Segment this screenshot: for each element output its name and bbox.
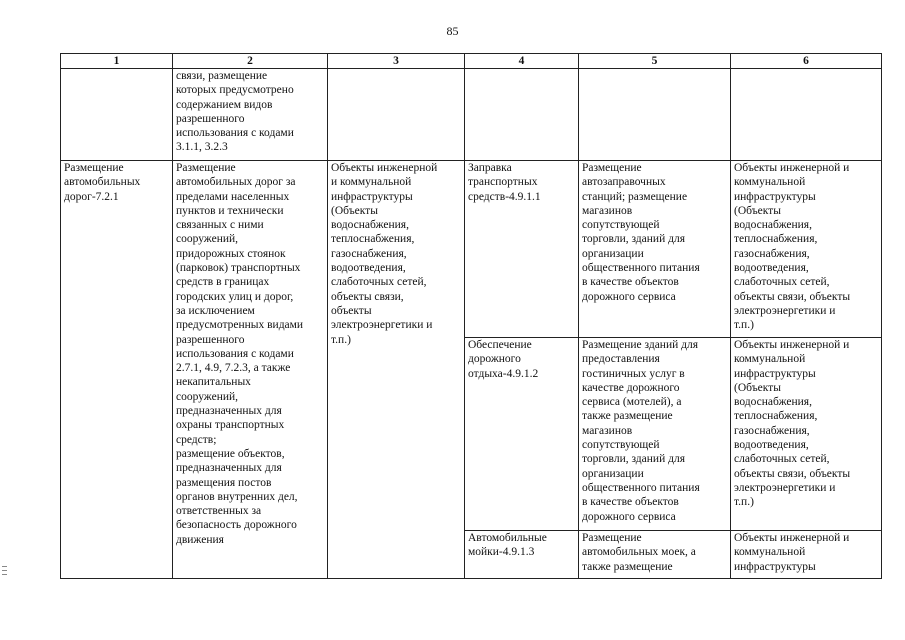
- cell-sub-auxiliary-objects: Объекты инженерной и коммунальной инфраструктуры (Объекты водоснабжения, теплоснабжения, газоснабжения, водоотведения, слаботочных сетей, объекты связи, объекты электроэнергетики и т.п.): [731, 338, 882, 531]
- cell-continuation-col4: [465, 69, 579, 161]
- cell-sub-use-type: Заправка транспортных средств-4.9.1.1: [465, 161, 579, 338]
- table-row: [61, 161, 882, 338]
- cell-sub-use-description: Размещение зданий для предоставления гостиничных услуг в качестве дорожного сервиса (мотелей), а также размещение магазинов сопутствующей торговли, зданий для организации общественного питания в качестве объектов дорожного сервиса: [579, 338, 731, 531]
- cell-sub-use-type: Обеспечение дорожного отдыха-4.9.1.2: [465, 338, 579, 531]
- cell-sub-use-type: Автомобильные мойки-4.9.1.3: [465, 531, 579, 579]
- header-col-3: 3: [328, 54, 465, 69]
- cell-continuation-col2: связи, размещение которых предусмотрено содержанием видов разрешенного использования с кодами 3.1.1, 3.2.3: [173, 69, 328, 161]
- header-col-6: 6: [731, 54, 882, 69]
- cell-main-auxiliary-objects: Объекты инженерной и коммунальной инфраструктуры (Объекты водоснабжения, теплоснабжения, газоснабжения, водоотведения, слаботочных сетей, объекты связи, объекты электроэнергетики и т.п.): [328, 161, 465, 579]
- cell-continuation-col5: [579, 69, 731, 161]
- table-header-row: [61, 54, 882, 69]
- cell-sub-use-description: Размещение автозаправочных станций; размещение магазинов сопутствующей торговли, зданий для организации общественного питания в качестве объектов дорожного сервиса: [579, 161, 731, 338]
- header-col-4: 4: [465, 54, 579, 69]
- header-col-1: 1: [61, 54, 173, 69]
- cell-continuation-col1: [61, 69, 173, 161]
- header-col-2: 2: [173, 54, 328, 69]
- cell-main-use-description: Размещение автомобильных дорог за пределами населенных пунктов и технически связанных с ними сооружений, придорожных стоянок (парковок) транспортных средств в границах городских улиц и дорог, за исключением предусмотренных видами разрешенного использования с кодами 2.7.1, 4.9, 7.2.3, а также некапитальных сооружений, предназначенных для охраны транспортных средств; размещение объектов, предназначенных для размещения постов органов внутренних дел, ответственных за безопасность дорожного движения: [173, 161, 328, 579]
- scan-artifact-marks: [2, 566, 8, 578]
- land-use-table: [60, 53, 882, 579]
- page-number: 85: [446, 24, 459, 38]
- cell-main-use-type: Размещение автомобильных дорог-7.2.1: [61, 161, 173, 579]
- header-col-5: 5: [579, 54, 731, 69]
- cell-continuation-col3: [328, 69, 465, 161]
- cell-continuation-col6: [731, 69, 882, 161]
- cell-sub-auxiliary-objects: Объекты инженерной и коммунальной инфраструктуры (Объекты водоснабжения, теплоснабжения, газоснабжения, водоотведения, слаботочных сетей, объекты связи, объекты электроэнергетики и т.п.): [731, 161, 882, 338]
- cell-sub-use-description: Размещение автомобильных моек, а также размещение: [579, 531, 731, 579]
- table-row-continuation: [61, 69, 882, 161]
- cell-sub-auxiliary-objects: Объекты инженерной и коммунальной инфраструктуры: [731, 531, 882, 579]
